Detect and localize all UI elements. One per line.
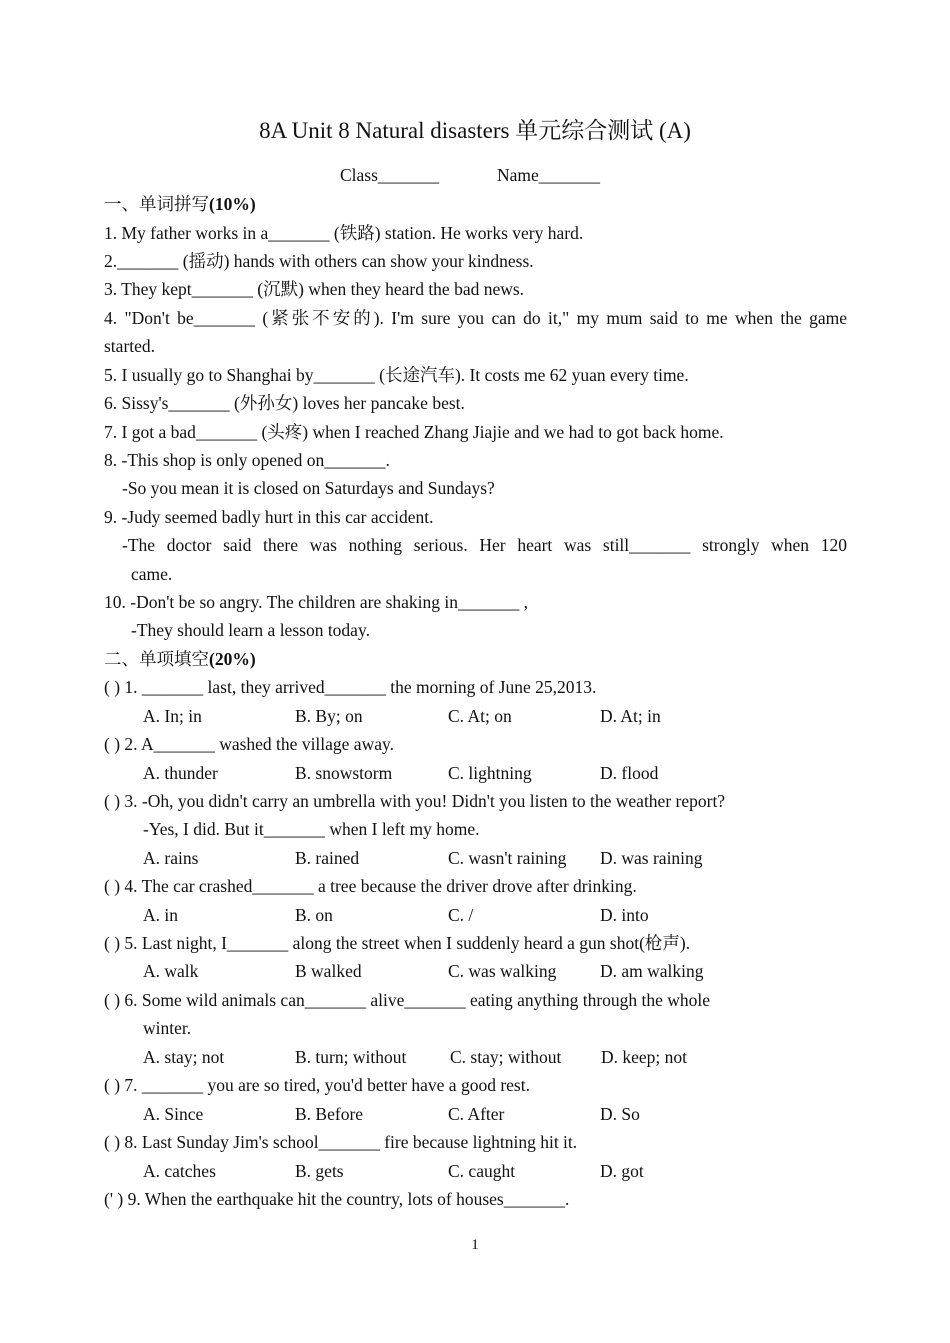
question-3: ( ) 3. -Oh, you didn't carry an umbrella with you! Didn't you listen to the weather report? — [104, 791, 726, 811]
spelling-item-8: 8. -This shop is only opened on_______. — [104, 450, 390, 470]
answer-bracket[interactable]: ( ) — [104, 734, 121, 754]
option-d: D. keep; not — [601, 1047, 688, 1067]
spelling-item-6: 6. Sissy's_______ (外孙女) loves her pancake best. — [104, 393, 465, 413]
option-b: B. Before — [295, 1104, 364, 1124]
spelling-item-10-reply: -They should learn a lesson today. — [131, 620, 370, 640]
answer-bracket[interactable]: ( ) — [104, 990, 121, 1010]
option-c: C. caught — [448, 1161, 516, 1181]
page-title: 8A Unit 8 Natural disasters 单元综合测试 (A) — [259, 118, 691, 143]
spelling-item-9: 9. -Judy seemed badly hurt in this car accident. — [104, 507, 434, 527]
spelling-item-3: 3. They kept_______ (沉默) when they heard the bad news. — [104, 279, 525, 299]
question-8: ( ) 8. Last Sunday Jim's school_______ fire because lightning hit it. — [104, 1132, 578, 1152]
spelling-item-9-reply: -The doctor said there was nothing serious. Her heart was still_______ strongly when 120 — [122, 535, 847, 555]
spelling-item-7: 7. I got a bad_______ (头疼) when I reached Zhang Jiajie and we had to got back home. — [104, 422, 724, 442]
spelling-item-8-reply: -So you mean it is closed on Saturdays and Sundays? — [122, 478, 495, 498]
question-1: ( ) 1. _______ last, they arrived_______ the morning of June 25,2013. — [104, 677, 597, 697]
option-b: B. gets — [295, 1161, 344, 1181]
page-number: 1 — [471, 1237, 479, 1253]
name-field: Name_______ — [497, 165, 601, 185]
option-c: C. stay; without — [450, 1047, 562, 1067]
question-2: ( ) 2. A_______ washed the village away. — [104, 734, 394, 754]
option-c: C. lightning — [448, 763, 532, 783]
option-c: C. At; on — [448, 706, 512, 726]
option-c: C. was walking — [448, 961, 557, 981]
answer-bracket[interactable]: ( ) — [104, 1132, 121, 1152]
answer-bracket[interactable]: ( ) — [104, 876, 121, 896]
option-b: B. snowstorm — [295, 763, 393, 783]
answer-bracket[interactable]: ( ) — [104, 677, 121, 697]
answer-bracket[interactable]: ( ) — [104, 791, 121, 811]
option-d: D. was raining — [600, 848, 703, 868]
option-a: A. rains — [143, 848, 199, 868]
answer-bracket[interactable]: ( ) — [104, 1075, 121, 1095]
question-5: ( ) 5. Last night, I_______ along the street when I suddenly heard a gun shot(枪声). — [104, 933, 691, 953]
section2-heading: 二、单项填空(20%) — [104, 649, 256, 669]
option-c: C. / — [448, 905, 474, 925]
option-a: A. walk — [143, 961, 199, 981]
question-6-cont: winter. — [143, 1018, 192, 1038]
section1-heading: 一、单词拼写(10%) — [104, 194, 256, 214]
option-b: B. turn; without — [295, 1047, 407, 1067]
spelling-item-4: 4. "Don't be_______ (紧张不安的). I'm sure you can do it," my mum said to me when the game — [104, 308, 847, 328]
spelling-item-1: 1. My father works in a_______ (铁路) station. He works very hard. — [104, 223, 584, 243]
question-7: ( ) 7. _______ you are so tired, you'd better have a good rest. — [104, 1075, 530, 1095]
option-d: D. into — [600, 905, 649, 925]
option-b: B. rained — [295, 848, 360, 868]
option-a: A. Since — [143, 1104, 204, 1124]
option-b: B walked — [295, 961, 362, 981]
option-d: D. am walking — [600, 961, 704, 981]
option-b: B. on — [295, 905, 333, 925]
option-a: A. In; in — [143, 706, 202, 726]
option-a: A. stay; not — [143, 1047, 225, 1067]
spelling-item-4-cont: started. — [104, 336, 156, 356]
spelling-item-9-cont: came. — [131, 564, 173, 584]
question-6: ( ) 6. Some wild animals can_______ alive_______ eating anything through the whole — [104, 990, 711, 1010]
option-a: A. thunder — [143, 763, 218, 783]
option-c: C. After — [448, 1104, 505, 1124]
class-field: Class_______ — [340, 165, 440, 185]
option-d: D. At; in — [600, 706, 661, 726]
question-9: (' ) 9. When the earthquake hit the country, lots of houses_______. — [104, 1189, 570, 1209]
option-c: C. wasn't raining — [448, 848, 567, 868]
option-b: B. By; on — [295, 706, 363, 726]
spelling-item-10: 10. -Don't be so angry. The children are shaking in_______ , — [104, 592, 529, 612]
answer-bracket[interactable]: (' ) — [104, 1189, 124, 1209]
answer-bracket[interactable]: ( ) — [104, 933, 121, 953]
option-d: D. So — [600, 1104, 640, 1124]
option-d: D. got — [600, 1161, 644, 1181]
option-d: D. flood — [600, 763, 659, 783]
spelling-item-5: 5. I usually go to Shanghai by_______ (长途汽车). It costs me 62 yuan every time. — [104, 365, 689, 385]
spelling-item-2: 2._______ (摇动) hands with others can show your kindness. — [104, 251, 534, 271]
option-a: A. in — [143, 905, 178, 925]
question-3-reply: -Yes, I did. But it_______ when I left my home. — [143, 819, 480, 839]
question-4: ( ) 4. The car crashed_______ a tree because the driver drove after drinking. — [104, 876, 637, 896]
option-a: A. catches — [143, 1161, 216, 1181]
